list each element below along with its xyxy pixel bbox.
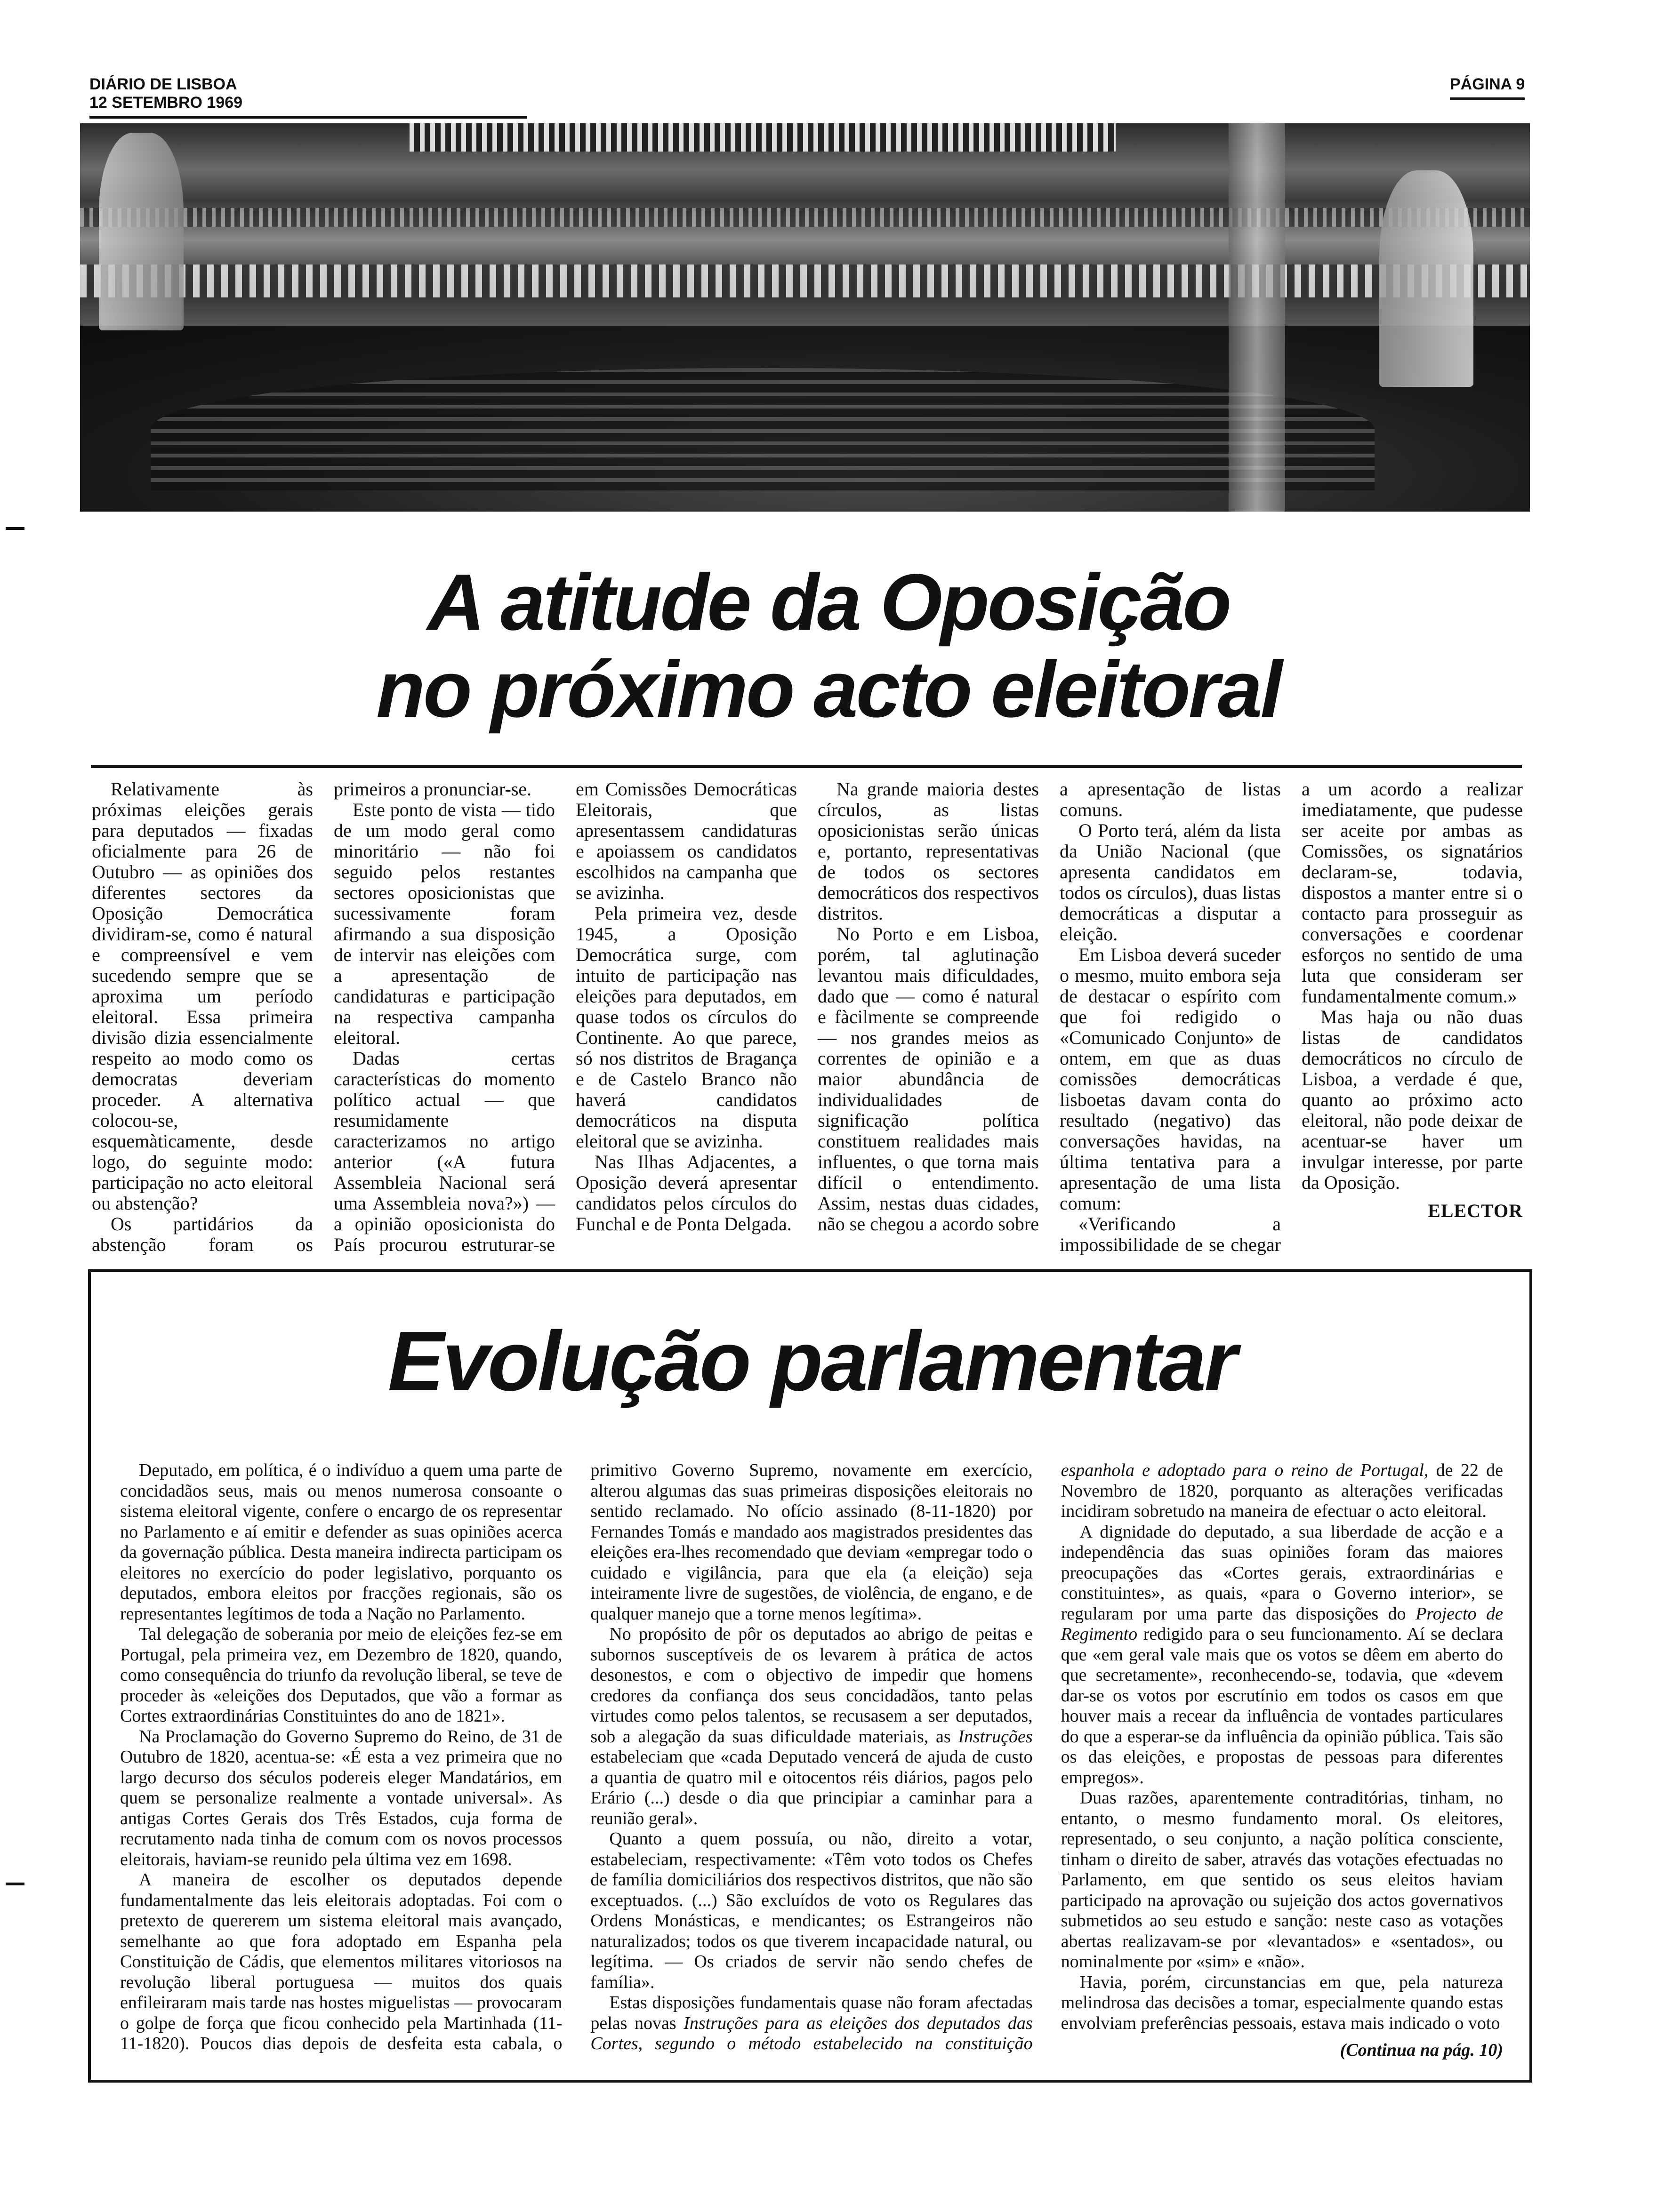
italic-text: Instruções para as eleições dos deputados das Cortes, segundo o método estabelecido na constituição espanhola e adoptado para o reino de Portugal, <box>590 1460 1429 2053</box>
article1-body <box>92 779 1523 1255</box>
paragraph-text: redigido para o seu funcionamento. Aí se declara que «em geral vale mais que os votos se dêem em aberto do que secretamente», reconhecendo-se, todavia, que «devem dar-se os votos por escrutínio em todos os casos em que houver mais a recear da influência de vontades particulares do que a esperar-se da influência da opinião pública. Tais são os das eleições, e propostas de pessoas para diferentes empregos». <box>1061 1624 1503 1787</box>
continuation-note: (Continua na pág. 10) <box>1340 2040 1503 2060</box>
divider-rule <box>91 765 1522 768</box>
article2-paragraphs <box>120 1460 1503 2061</box>
paragraph-text: «Verificando a impossibilidade de se chegar a um acordo a realizar imediatamente, que pudesse ser aceite por ambas as Comissões, os signatários declaram-se, todavia, dispostos a manter entre si o contacto para prosseguir as conversações e coordenar esforços no sentido de uma luta que consideram ser fundamentalmente comum.» <box>1060 778 1523 1255</box>
headline-text: no próximo acto eleitoral <box>376 645 1281 734</box>
paragraph <box>334 800 555 1048</box>
paragraph-text: Deputado, em política, é o indivíduo a quem uma parte de concidadãos seus, mais ou menos numerosa consoante o sistema eleitoral vigente, confere o encargo de os representar no Parlamento e aí emitir e defender as suas opiniões acerca da governação pública. Desta maneira indirecta participam os eleitores no exercício do poder legislativo, porquanto os deputados, embora eleitos por fracções regionais, são os representantes legítimos de toda a Nação no Parlamento. <box>120 1460 563 1624</box>
paragraph-text: No Porto e em Lisboa, porém, tal aglutinação levantou mais dificuldades, dado que — como é natural e fàcilmente se compreende — nos grandes meios as correntes de opinião e a maior abundância de individualidades de significação política constituem realidades mais influentes, o que torna mais difícil o entendimento. Assim, nestas duas cidades, não se chegou a acordo sobre a apresentação de listas comuns. <box>818 778 1281 1234</box>
photo-column <box>1229 123 1285 512</box>
paragraph-text: Este ponto de vista — tido de um modo geral como minoritário — não foi seguido pelos restantes sectores oposicionistas que sucessivamente foram afirmando a sua disposição de intervir nas eleições com a apresentação de candidaturas e participação na respectiva campanha eleitoral. <box>334 799 555 1048</box>
paragraph-text: Mas haja ou não duas listas de candidatos democráticos no círculo de Lisboa, a verdade é que, quanto ao próximo acto eleitoral, não pode deixar de acentuar-se haver um invulgar interesse, por parte da Oposição. <box>1302 1006 1523 1193</box>
headline-text: A atitude da Oposição <box>427 558 1230 647</box>
paragraph-text: Nas Ilhas Adjacentes, a Oposição deverá apresentar candidatos pelos círculos do Funchal e de Ponta Delgada. <box>576 1151 797 1234</box>
paragraph-text: O Porto terá, além da lista da União Nacional (que apresenta candidatos em todos os círculos), duas listas democráticas a disputar a eleição. <box>1060 820 1281 945</box>
paragraph <box>1060 820 1281 945</box>
italic-text: Instruções <box>958 1726 1033 1747</box>
paragraph-text: Relativamente às próximas eleições gerais para deputados — fixadas oficialmente para 26 de Outubro — as opiniões dos diferentes sectores da Oposição Democrática dividiram-se, como é natural e compreensível e vem sucedendo sempre que se aproxima um período eleitoral. Essa primeira divisão dizia essencialmente respeito ao modo como os democratas deveriam proceder. A alternativa colocou-se, esquemàticamente, desde logo, do seguinte modo: participação no acto eleitoral ou abstenção? <box>92 778 313 1214</box>
paragraph-text: estabeleciam que «cada Deputado vencerá de ajuda de custo a quantia de quatro mil e oitocentos réis diários, pagos pelo Erário (...) desde o dia que principiar a caminhar para a reunião geral». <box>590 1747 1033 1828</box>
italic-text: Projecto de Regimento <box>1061 1603 1503 1644</box>
paragraph-text: Na grande maioria destes círculos, as listas oposicionistas serão únicas e, portanto, representativas de todos os sectores democráticos dos respectivos distritos. <box>818 778 1039 924</box>
paragraph <box>1061 1788 1503 1972</box>
photo-top-gallery <box>410 123 1116 152</box>
paragraph <box>818 779 1039 924</box>
masthead-left <box>89 75 527 119</box>
paragraph <box>1061 1972 1503 2034</box>
photo-statue-right <box>1379 170 1473 387</box>
paragraph-text: de 22 de Novembro de 1820, porquanto as alterações verificadas incidiram sobretudo na maneira de efectuar o acto eleitoral. <box>1061 1460 1503 1521</box>
paragraph-text: Em Lisboa deverá suceder o mesmo, muito embora seja de destacar o espírito com que foi redigido o «Comunicado Conjunto» de ontem, em que as duas comissões democráticas lisboetas davam conta do resultado (negativo) das conversações havidas, na última tentativa para a apresentação de uma lista comum: <box>1060 944 1281 1214</box>
paragraph <box>120 1460 562 1624</box>
photo-benches <box>151 368 1375 490</box>
paragraph-text: Os partidários da abstenção foram os primeiros a pronunciar-se. <box>92 778 532 1255</box>
paragraph <box>576 903 797 1152</box>
photo-balustrade <box>80 264 1530 297</box>
paragraph <box>576 1152 797 1234</box>
article1-paragraphs <box>92 779 1523 1255</box>
paragraph <box>92 779 313 1214</box>
article2-body <box>120 1460 1503 2061</box>
article1-byline: ELECTOR <box>1428 1200 1523 1221</box>
newspaper-name: DIÁRIO DE LISBOA <box>89 75 237 93</box>
paragraph <box>1060 945 1281 1214</box>
paragraph <box>590 1829 1032 1993</box>
paragraph-text: Dadas certas características do momento político actual — que resumidamente caracterizamos no artigo anterior («A futura Assembleia Nacional será uma Assembleia nova?») — a opinião oposicionista do País procurou estruturar-se em Comissões Democráticas Eleitorais, que apresentassem candidaturas e apoiassem os candidatos escolhidos na campanha que se avizinha. <box>334 778 797 1255</box>
margin-mark <box>6 527 24 530</box>
paragraph-text: Tal delegação de soberania por meio de eleições fez-se em Portugal, pela primeira vez, em Dezembro de 1820, quando, como consequência do triunfo da revolução liberal, se teve de proceder às «eleições dos Deputados, que vão a formar as Cortes extraordinárias Constituintes do ano de 1821». <box>120 1624 563 1726</box>
paragraph <box>120 1624 562 1727</box>
issue-date: 12 SETEMBRO 1969 <box>89 94 243 112</box>
paragraph <box>590 1624 1032 1829</box>
paragraph-text: A maneira de escolher os deputados depende fundamentalmente das leis eleitorais adoptadas. Foi com o pretexto de quererem um sistema eleitoral mais avançado, semelhante ao que fora adoptado em Espanha pela Constituição de Cádis, que elementos militares vitoriosos na revolução liberal portuguesa — muitos dos quais enfileiraram mais tarde nas hostes miguelistas — provocaram o golpe de força que ficou conhecido pela Martinhada (11-11-1820). Poucos dias depois de desfeita esta cabala, o primitivo Governo Supremo, novamente em exercício, alterou algumas das suas primeiras disposições eleitorais no sentido reclamado. No ofício assinado (8-11-1820) por Fernandes Tomás e mandado aos magistrados presidentes das eleições era-lhes recomendado que deviam «empregar todo o cuidado e vigilância, para que ela (a eleição) seja inteiramente livre de sugestões, de violência, de engano, e de qualquer manejo que a torne menos legítima». <box>120 1460 1033 2053</box>
paragraph-text: Havia, porém, circunstancias em que, pela natureza melindrosa das decisões a tomar, especialmente quando estas envolviam preferências pessoais, estava mais indicado o voto <box>1061 1972 1503 2033</box>
photo-statue-left <box>99 133 184 330</box>
lower-section <box>88 779 1532 2083</box>
headline-text: Evolução parlamentar <box>387 1314 1236 1409</box>
article1-headline-line1 <box>0 560 1657 645</box>
margin-mark <box>6 1883 24 1885</box>
page-number: PÁGINA 9 <box>1450 75 1525 100</box>
article1-headline-line2 <box>0 647 1657 732</box>
paragraph-text: A dignidade do deputado, a sua liberdade de acção e a independência das suas opiniões foram das maiores preocupações das «Cortes gerais, extraordinárias e constituintes», as quais, «para o Governo interior», se regularam por uma parte das disposições do <box>1061 1522 1503 1624</box>
paragraph <box>1061 1522 1503 1788</box>
article2-headline <box>120 1314 1503 1409</box>
parliament-chamber-photo <box>80 123 1530 512</box>
article2-frame <box>88 1269 1532 2083</box>
paragraph-text: Pela primeira vez, desde 1945, a Oposição Democrática surge, com intuito de participação nas eleições para deputados, em quase todos os círculos do Continente. Ao que parece, só nos distritos de Bragança e de Castelo Branco não haverá candidatos democráticos na disputa eleitoral que se avizinha. <box>576 903 797 1152</box>
paragraph-text: Duas razões, aparentemente contraditórias, tinham, no entanto, o mesmo fundamento moral. Os eleitores, representado, o seu conjunto, a nação política consciente, tinham o direito de saber, através das votações efectuadas no Parlamento, em que sentido os seus eleitos haviam participado na aprovação ou sujeição dos actos governativos submetidos ao seu estudo e sanção: neste caso as votações abertas realizavam-se por «levantados» e «sentados», ou nominalmente por «sim» e «não». <box>1061 1788 1503 1972</box>
paragraph-text: No propósito de pôr os deputados ao abrigo de peitas e subornos susceptíveis de os levarem à prática de actos desonestos, e com o objectivo de impedir que homens credores da confiança dos seus concidadãos, tanto pelas virtudes como pelos talentos, se recusasem a ser deputados, sob a alegação da suas dificuldade materiais, as <box>590 1624 1033 1747</box>
paragraph <box>1302 1007 1523 1193</box>
paragraph <box>120 1727 562 1870</box>
paragraph-text: Estas disposições fundamentais quase não foram afectadas pelas novas <box>590 1993 1033 2033</box>
photo-upper-gallery <box>80 208 1530 227</box>
paragraph-text: Quanto a quem possuía, ou não, direito a votar, estabeleciam, respectivamente: «Têm voto todos os Chefes de família domiciliários dos respectivos distritos, que não são exceptuados. (...) São excluídos de voto os Regulares das Ordens Monásticas, e mendicantes; os Estrangeiros não naturalizados; todos os que tiverem incapacidade natural, ou legítima. — Os criados de servir não sendo chefes de família». <box>590 1829 1033 1992</box>
paragraph-text: Na Proclamação do Governo Supremo do Reino, de 31 de Outubro de 1820, acentua-se: «É esta a vez primeira que no largo decurso dos séculos podereis eleger Mandatários, em quem se personalize realmente a vontade universal». As antigas Cortes Gerais dos Três Estados, cuja forma de recrutamento nada tinha de comum com os novos processos eleitorais, haviam-se reunido pela última vez em 1698. <box>120 1726 563 1869</box>
